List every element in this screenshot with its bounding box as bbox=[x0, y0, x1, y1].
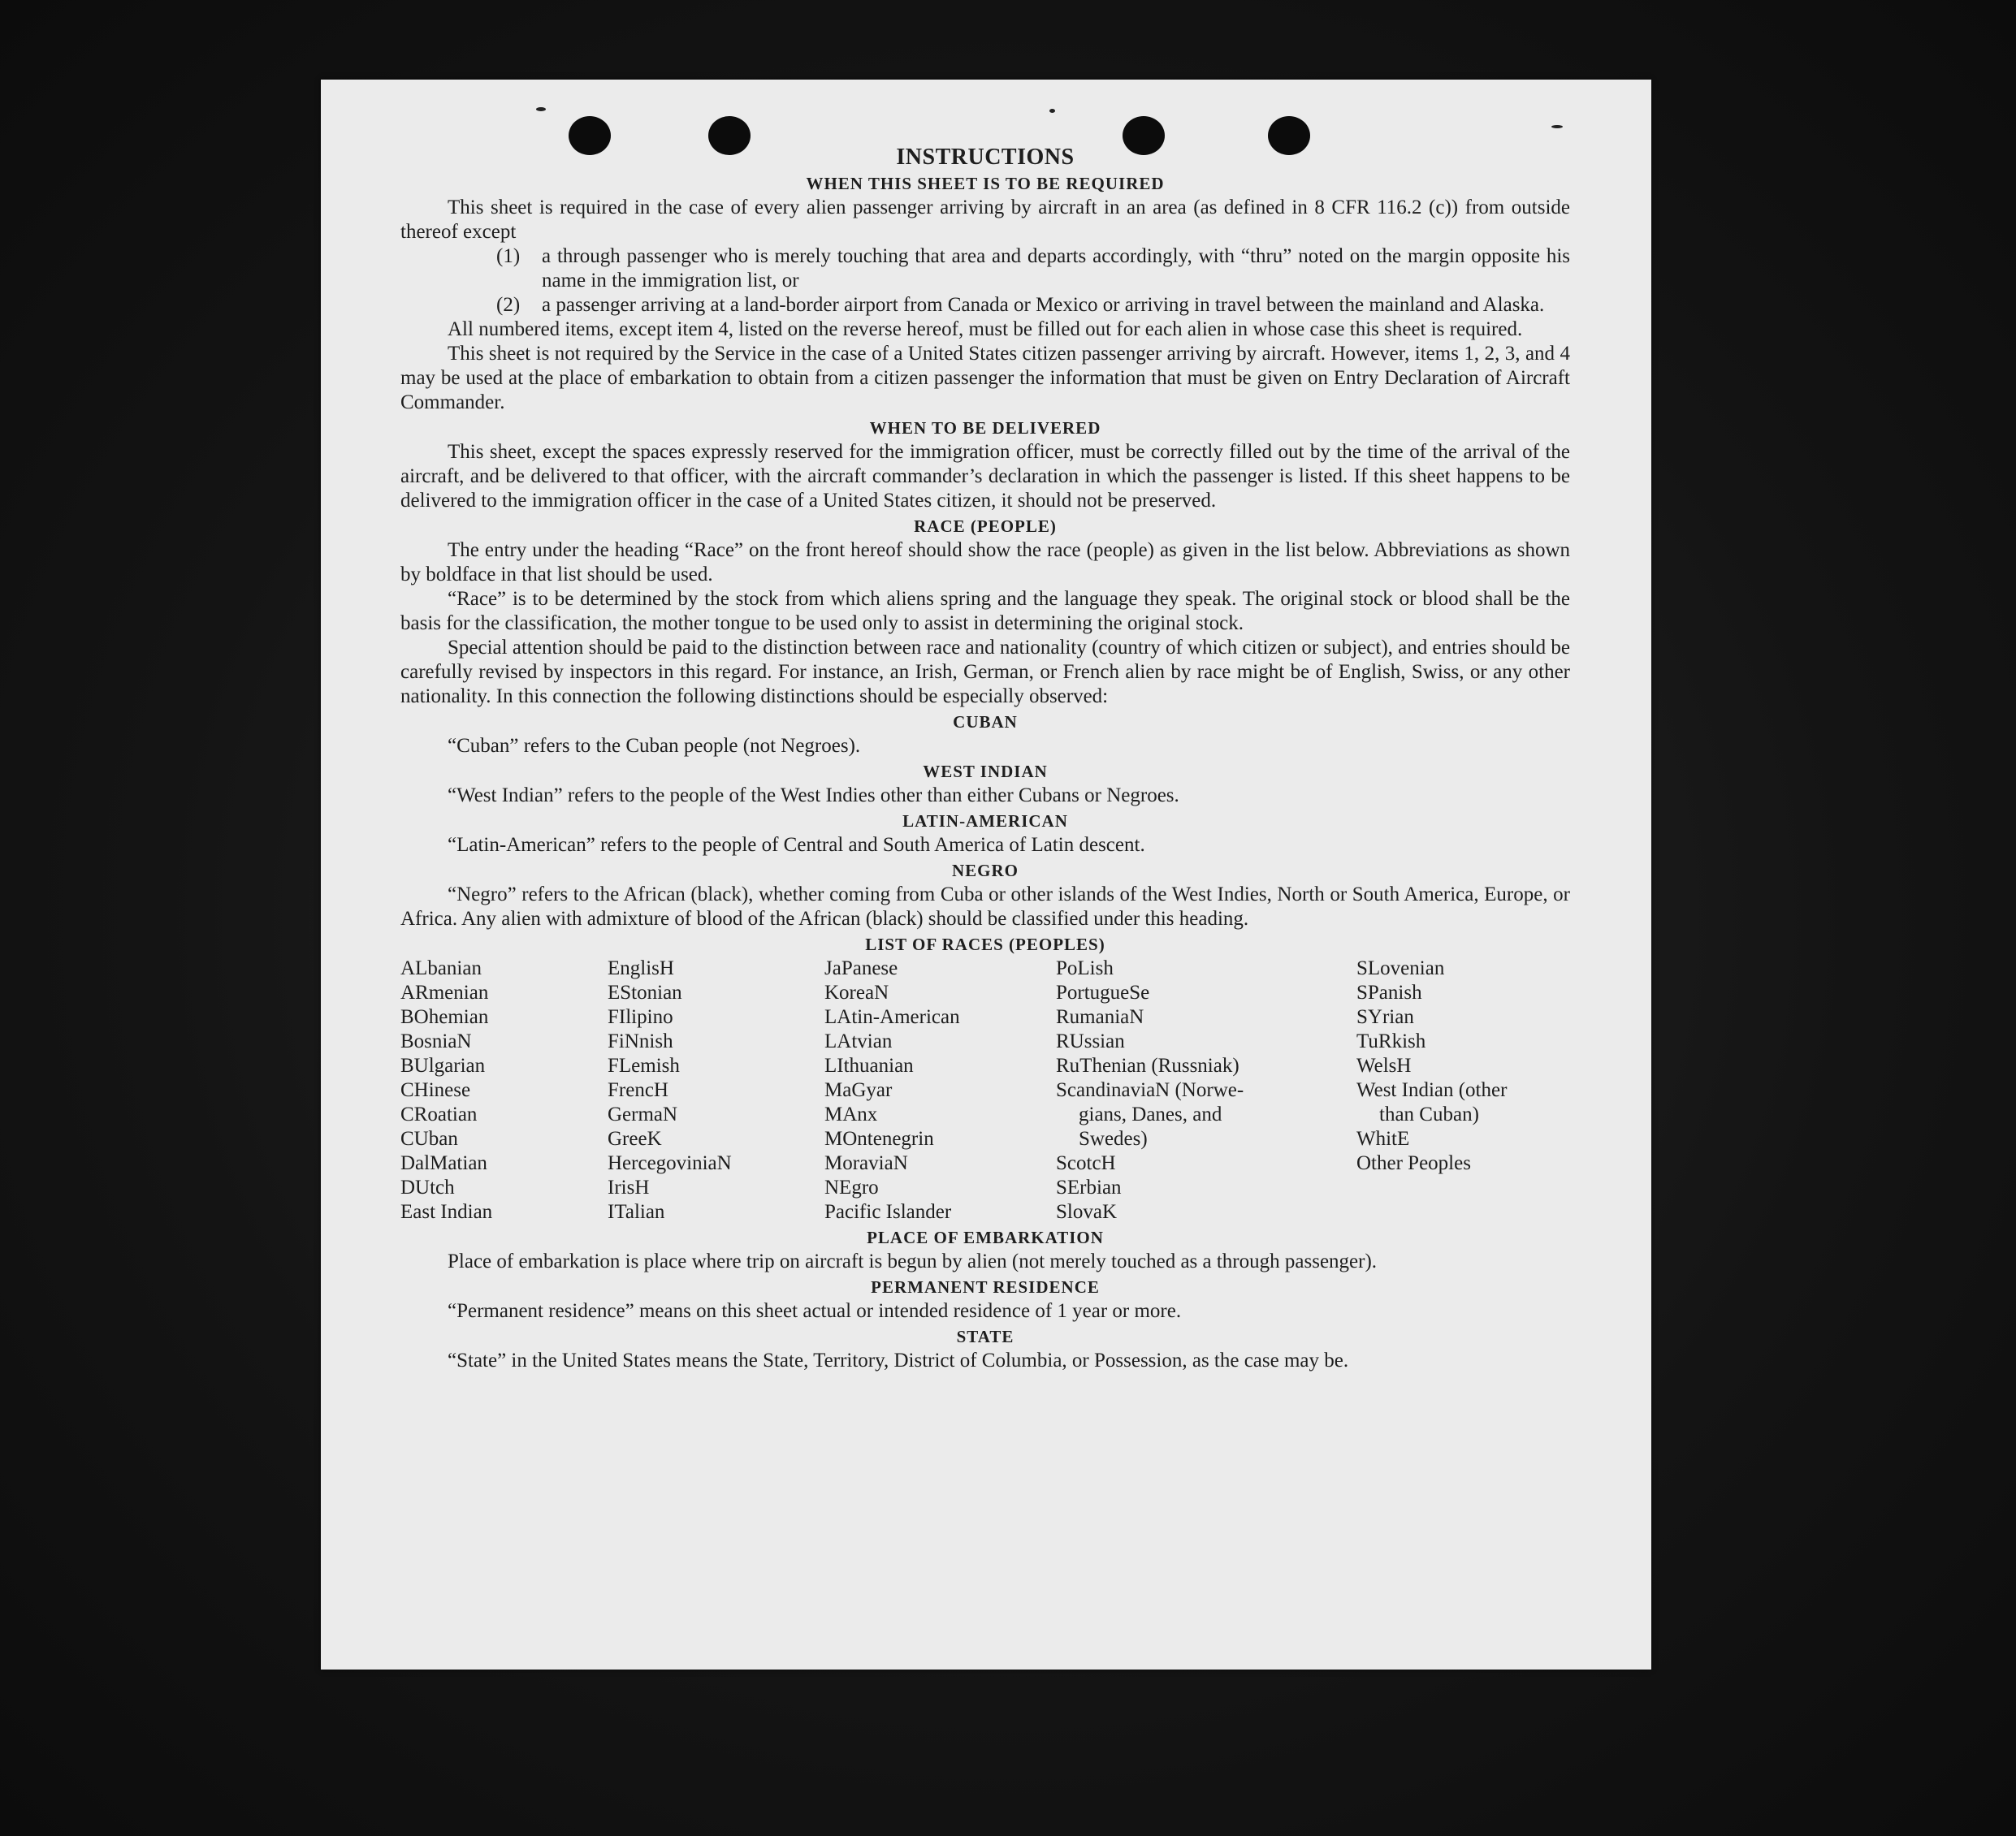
paragraph: This sheet is required in the case of every alien passenger arriving by aircraft in an area (as defined in 8 CFR 116.2 (c)) from outside thereof except bbox=[400, 197, 1570, 243]
paragraph: “Negro” refers to the African (black), whether coming from Cuba or other islands of the West Indies, North or South America, Europe, or Africa. Any alien with admixture of blood of the African (black) should be classified under this heading. bbox=[400, 883, 1570, 930]
punch-hole bbox=[1268, 116, 1310, 155]
race-entry: SYrian bbox=[1356, 1006, 1414, 1028]
race-entry: FiNnish bbox=[608, 1030, 673, 1052]
race-entry: ITalian bbox=[608, 1201, 665, 1223]
race-column bbox=[1056, 957, 1356, 1225]
race-column bbox=[400, 957, 608, 1225]
race-entry: RumaniaN bbox=[1056, 1006, 1144, 1028]
punch-hole bbox=[569, 116, 611, 155]
race-entry: SErbian bbox=[1056, 1177, 1122, 1199]
race-entry: ALbanian bbox=[400, 957, 482, 979]
race-entry: SLovenian bbox=[1356, 957, 1445, 979]
race-entry: NEgro bbox=[824, 1177, 879, 1199]
item-number: (2) bbox=[496, 294, 521, 316]
heading-state: STATE bbox=[956, 1327, 1014, 1346]
scan-speck bbox=[1049, 109, 1055, 113]
race-entry: DalMatian bbox=[400, 1152, 487, 1174]
race-entry: BOhemian bbox=[400, 1006, 489, 1028]
race-entry: FIlipino bbox=[608, 1006, 673, 1028]
race-entry: LAtin-American bbox=[824, 1006, 960, 1028]
race-entry: TuRkish bbox=[1356, 1030, 1426, 1052]
race-entry: PortugueSe bbox=[1056, 982, 1150, 1004]
list-item bbox=[496, 293, 1570, 318]
race-entry: MoraviaN bbox=[824, 1152, 908, 1174]
document-page bbox=[321, 80, 1651, 1670]
race-entry: IrisH bbox=[608, 1177, 650, 1199]
heading-embarkation: PLACE OF EMBARKATION bbox=[867, 1228, 1104, 1247]
race-entry: SlovaK bbox=[1056, 1201, 1117, 1223]
heading-when-required: WHEN THIS SHEET IS TO BE REQUIRED bbox=[806, 174, 1165, 193]
paragraph: The entry under the heading “Race” on the front hereof should show the race (people) as given in the list below. Abbreviations as shown by boldface in that list should be used. bbox=[400, 539, 1570, 585]
race-entry: RuThenian (Russniak) bbox=[1056, 1055, 1239, 1077]
item-text: a passenger arriving at a land-border airport from Canada or Mexico or arriving in travel between the mainland and Alaska. bbox=[542, 294, 1545, 316]
race-entry: LAtvian bbox=[824, 1030, 893, 1052]
race-entry: EStonian bbox=[608, 982, 682, 1004]
race-entry: East Indian bbox=[400, 1201, 493, 1223]
heading-west-indian: WEST INDIAN bbox=[923, 762, 1048, 781]
paragraph: “Latin-American” refers to the people of Central and South America of Latin descent. bbox=[448, 834, 1145, 856]
paragraph: Place of embarkation is place where trip on aircraft is begun by alien (not merely touched as a through passenger). bbox=[448, 1251, 1378, 1272]
race-entry: ScandinaviaN (Norwe- bbox=[1056, 1079, 1244, 1101]
race-column bbox=[824, 957, 1056, 1225]
page-title: INSTRUCTIONS bbox=[896, 145, 1075, 170]
race-entry: gians, Danes, and bbox=[1079, 1104, 1222, 1125]
race-entry: PoLish bbox=[1056, 957, 1114, 979]
race-entry: HercegoviniaN bbox=[608, 1152, 732, 1174]
race-entry: WelsH bbox=[1356, 1055, 1412, 1077]
item-text: a through passenger who is merely touching that area and departs accordingly, with “thru” noted on the margin opposite his name in the immigration list, or bbox=[542, 245, 1570, 292]
heading-latin-american: LATIN-AMERICAN bbox=[902, 811, 1068, 831]
paragraph: All numbered items, except item 4, listed on the reverse hereof, must be filled out for each alien in whose case this sheet is required. bbox=[448, 318, 1523, 340]
punch-hole bbox=[1123, 116, 1165, 155]
race-entry: CRoatian bbox=[400, 1104, 478, 1125]
race-column bbox=[608, 957, 824, 1225]
race-entry: CHinese bbox=[400, 1079, 471, 1101]
paragraph: “Race” is to be determined by the stock from which aliens spring and the language they speak. The original stock or blood shall be the basis for the classification, the mother tongue to be used only to assist in determining the original stock. bbox=[400, 588, 1570, 634]
race-entry: DUtch bbox=[400, 1177, 455, 1199]
paragraph: “West Indian” refers to the people of the West Indies other than either Cubans or Negroes. bbox=[448, 784, 1179, 806]
race-entry: SPanish bbox=[1356, 982, 1422, 1004]
race-list bbox=[400, 957, 1570, 1225]
race-entry: WhitE bbox=[1356, 1128, 1410, 1150]
race-entry: FLemish bbox=[608, 1055, 680, 1077]
race-entry: RUssian bbox=[1056, 1030, 1125, 1052]
paragraph: “State” in the United States means the State, Territory, District of Columbia, or Possession, as the case may be. bbox=[448, 1350, 1349, 1372]
heading-negro: NEGRO bbox=[951, 861, 1019, 880]
heading-race: RACE (PEOPLE) bbox=[914, 516, 1057, 536]
heading-cuban: CUBAN bbox=[953, 712, 1018, 732]
item-number: (1) bbox=[496, 245, 521, 267]
race-entry: West Indian (other bbox=[1356, 1079, 1508, 1101]
race-entry: Swedes) bbox=[1079, 1128, 1148, 1150]
race-entry: FrencH bbox=[608, 1079, 668, 1101]
race-entry: GermaN bbox=[608, 1104, 678, 1125]
race-entry: ScotcH bbox=[1056, 1152, 1116, 1174]
punch-hole bbox=[708, 116, 751, 155]
race-entry: MaGyar bbox=[824, 1079, 893, 1101]
heading-list-of-races: LIST OF RACES (PEOPLES) bbox=[865, 935, 1105, 954]
race-entry: Other Peoples bbox=[1356, 1152, 1471, 1174]
paragraph: “Cuban” refers to the Cuban people (not Negroes). bbox=[448, 735, 861, 757]
paragraph: This sheet, except the spaces expressly reserved for the immigration officer, must be correctly filled out by the time of the arrival of the aircraft, and be delivered to that officer, with the aircraft commander’s declaration in which the passenger is listed. If this sheet happens to be delivered to the immigration officer in the case of a United States citizen, it should not be preserved. bbox=[400, 441, 1570, 512]
paragraph: “Permanent residence” means on this sheet actual or intended residence of 1 year or more. bbox=[448, 1300, 1182, 1322]
race-column bbox=[1356, 957, 1568, 1225]
paragraph: This sheet is not required by the Service in the case of a United States citizen passenger arriving by aircraft. However, items 1, 2, 3, and 4 may be used at the place of embarkation to obtain from a citizen passenger the information that must be given on Entry Declaration of Aircraft Commander. bbox=[400, 343, 1570, 413]
race-entry: JaPanese bbox=[824, 957, 898, 979]
race-entry: MOntenegrin bbox=[824, 1128, 934, 1150]
heading-residence: PERMANENT RESIDENCE bbox=[871, 1277, 1100, 1297]
race-entry: KoreaN bbox=[824, 982, 889, 1004]
race-entry: BosniaN bbox=[400, 1030, 472, 1052]
list-item bbox=[496, 244, 1570, 293]
heading-when-delivered: WHEN TO BE DELIVERED bbox=[869, 418, 1101, 438]
scan-speck bbox=[536, 107, 546, 111]
race-entry: LIthuanian bbox=[824, 1055, 914, 1077]
race-entry: BUlgarian bbox=[400, 1055, 486, 1077]
race-entry: Pacific Islander bbox=[824, 1201, 952, 1223]
paragraph: Special attention should be paid to the distinction between race and nationality (country of which citizen or subject), and entries should be carefully revised by inspectors in this regard. For instance, an Irish, German, or French alien by race might be of English, Swiss, or any other nationality. In this connection the following distinctions should be especially observed: bbox=[400, 637, 1570, 707]
scan-speck bbox=[1551, 125, 1563, 128]
race-entry: MAnx bbox=[824, 1104, 878, 1125]
race-entry: CUban bbox=[400, 1128, 458, 1150]
race-entry: GreeK bbox=[608, 1128, 662, 1150]
race-entry: than Cuban) bbox=[1379, 1104, 1479, 1125]
race-entry: EnglisH bbox=[608, 957, 674, 979]
race-entry: ARmenian bbox=[400, 982, 489, 1004]
